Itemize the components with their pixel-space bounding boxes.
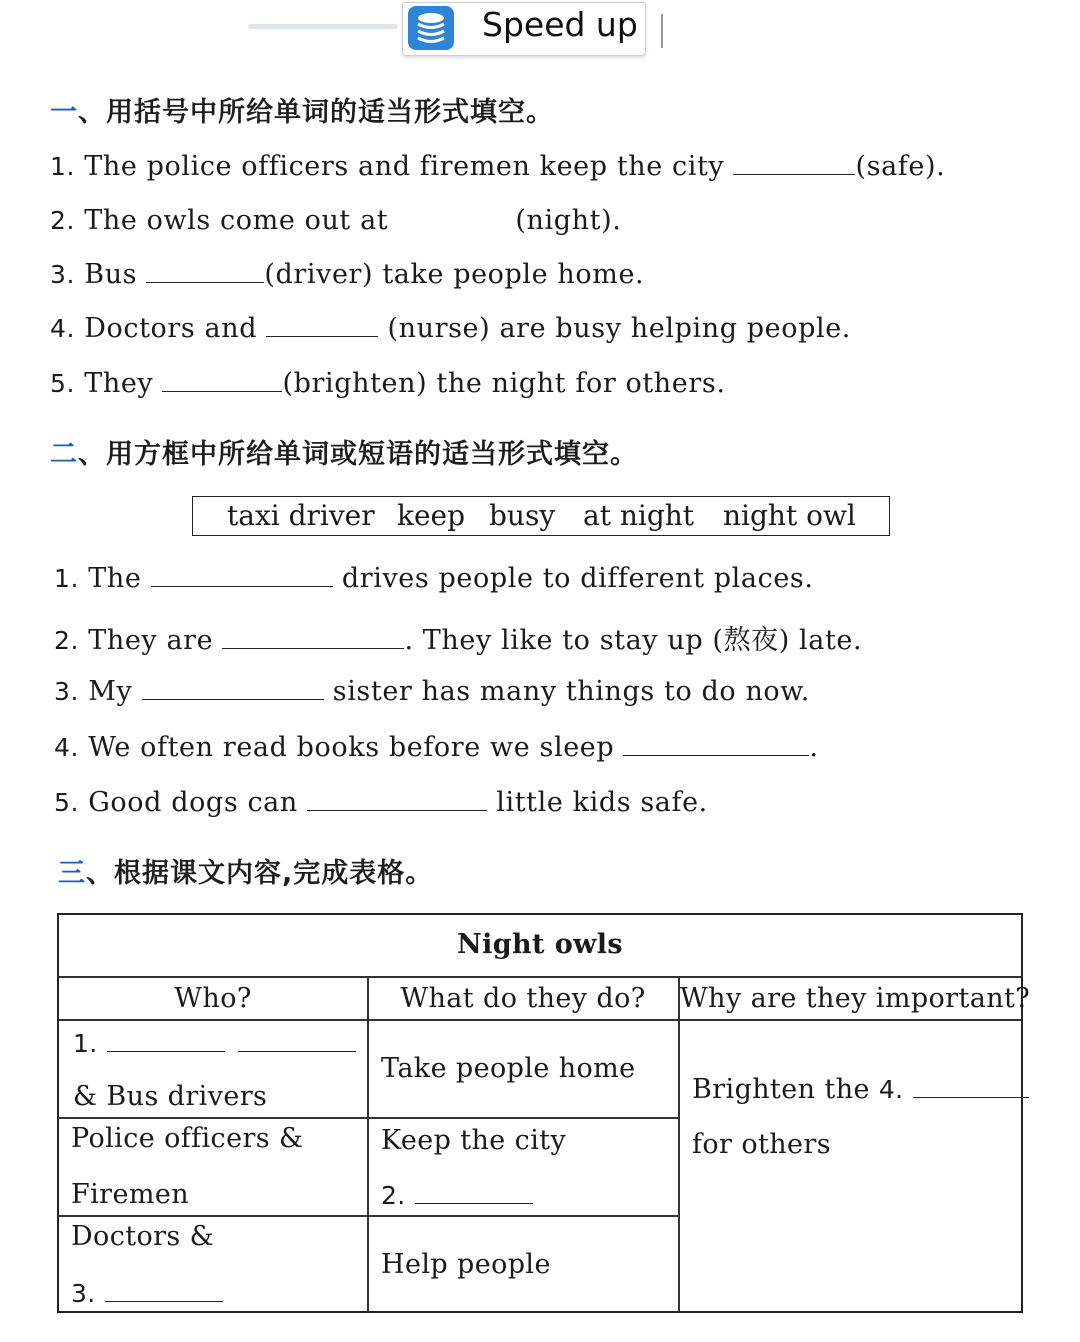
section-2-heading: [50, 432, 638, 471]
answer-blank[interactable]: [162, 367, 282, 392]
section-2-number: 二: [50, 439, 78, 470]
s1-question-5: 5. They (brighten) the night for others.: [50, 368, 726, 399]
section-3-heading: [58, 851, 433, 890]
s1-question-4: 4. Doctors and (nurse) are busy helping people.: [50, 313, 851, 344]
answer-blank[interactable]: [142, 675, 324, 700]
row3-what: Help people: [381, 1249, 551, 1280]
table-rule: [59, 1215, 679, 1217]
s2-question-5: 5. Good dogs can little kids safe.: [54, 787, 708, 818]
answer-blank[interactable]: [105, 1277, 223, 1302]
row2-what-line2: 2.: [381, 1179, 533, 1211]
why-line1: Brighten the 4.: [692, 1073, 1029, 1105]
row2-what-line1: Keep the city: [381, 1125, 567, 1156]
night-owls-table: [57, 913, 1031, 1313]
answer-blank[interactable]: [222, 624, 404, 649]
table-rule: [678, 976, 680, 1311]
word-option: keep: [397, 499, 466, 532]
table-rule: [59, 976, 1021, 978]
word-option: taxi driver: [227, 499, 375, 532]
table-rule: [59, 1019, 1021, 1021]
section-1-number: 一: [50, 97, 78, 128]
table-rule: [59, 1117, 679, 1119]
s2-question-1: 1. The drives people to different places.: [54, 563, 814, 594]
table-title: Night owls: [456, 929, 624, 960]
word-option: busy: [489, 499, 556, 532]
stack-books-icon: [408, 6, 454, 50]
row1-what: Take people home: [381, 1053, 636, 1084]
header-divider: [661, 14, 663, 48]
s2-question-4: 4. We often read books before we sleep .: [54, 732, 819, 763]
header-decor-line: [248, 24, 398, 29]
column-header-why: Why are they important?: [680, 983, 1031, 1014]
s2-question-2: 2. They are . They like to stay up (熬夜) late.: [54, 625, 863, 656]
answer-blank[interactable]: [733, 150, 855, 175]
s1-question-3: 3. Bus (driver) take people home.: [50, 259, 645, 290]
section-3-number: 三: [58, 858, 86, 889]
why-line2: for others: [692, 1129, 831, 1160]
section-1-heading: [50, 90, 554, 129]
answer-blank[interactable]: [238, 1027, 356, 1052]
section-1-title: 、用括号中所给单词的适当形式填空。: [78, 97, 554, 128]
column-header-who: Who?: [174, 983, 252, 1014]
word-box: [192, 496, 890, 536]
answer-blank[interactable]: [307, 786, 487, 811]
s2-question-3: 3. My sister has many things to do now.: [54, 676, 810, 707]
row2-who-line1: Police officers &: [71, 1123, 304, 1154]
section-3-title: 、根据课文内容,完成表格。: [86, 858, 434, 889]
row3-who-line2: 3.: [71, 1277, 223, 1309]
answer-blank[interactable]: [623, 731, 809, 756]
answer-blank[interactable]: [415, 1179, 533, 1204]
page-title: Speed up: [482, 5, 638, 44]
answer-blank[interactable]: [151, 562, 333, 587]
row1-who-line1: 1.: [73, 1027, 356, 1059]
answer-blank[interactable]: [146, 258, 264, 283]
answer-blank[interactable]: [397, 204, 515, 229]
answer-blank[interactable]: [913, 1073, 1029, 1098]
answer-blank[interactable]: [107, 1027, 225, 1052]
table-rule: [367, 976, 369, 1311]
word-option: night owl: [723, 499, 856, 532]
answer-blank[interactable]: [266, 312, 378, 337]
word-option: at night: [583, 499, 695, 532]
column-header-what: What do they do?: [400, 983, 646, 1014]
s1-question-2: 2. The owls come out at (night).: [50, 205, 622, 236]
row3-who-line1: Doctors &: [71, 1221, 215, 1252]
row1-who-line2: & Bus drivers: [73, 1081, 268, 1112]
s1-question-1: 1. The police officers and firemen keep the city (safe).: [50, 151, 946, 182]
section-2-title: 、用方框中所给单词或短语的适当形式填空。: [78, 439, 638, 470]
row2-who-line2: Firemen: [71, 1179, 190, 1210]
